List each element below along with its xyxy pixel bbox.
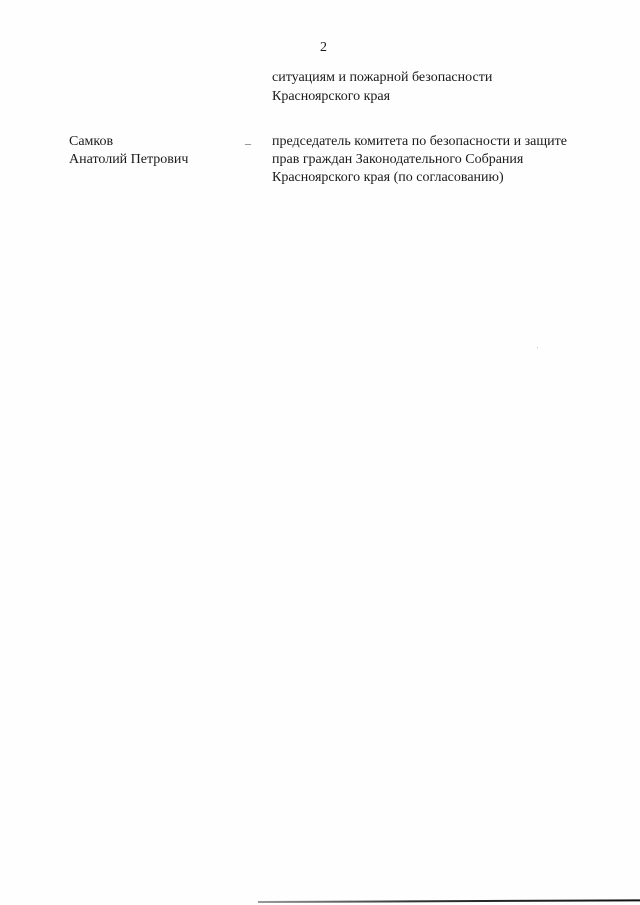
scan-edge-line xyxy=(258,899,640,903)
separator-dash: – xyxy=(245,136,251,150)
continuation-line-1: ситуациям и пожарной безопасности xyxy=(272,70,493,85)
page-number: 2 xyxy=(320,40,327,55)
continuation-line-2: Красноярского края xyxy=(272,89,391,104)
member-position-line-3: Красноярского края (по согласованию) xyxy=(272,170,504,185)
member-position-line-2: прав граждан Законодательного Собрания xyxy=(272,152,524,167)
member-position-line-1: председатель комитета по безопасности и защите xyxy=(272,134,567,149)
scan-speck xyxy=(537,347,538,348)
member-surname: Самков xyxy=(69,134,114,149)
member-given-names: Анатолий Петрович xyxy=(69,152,189,167)
